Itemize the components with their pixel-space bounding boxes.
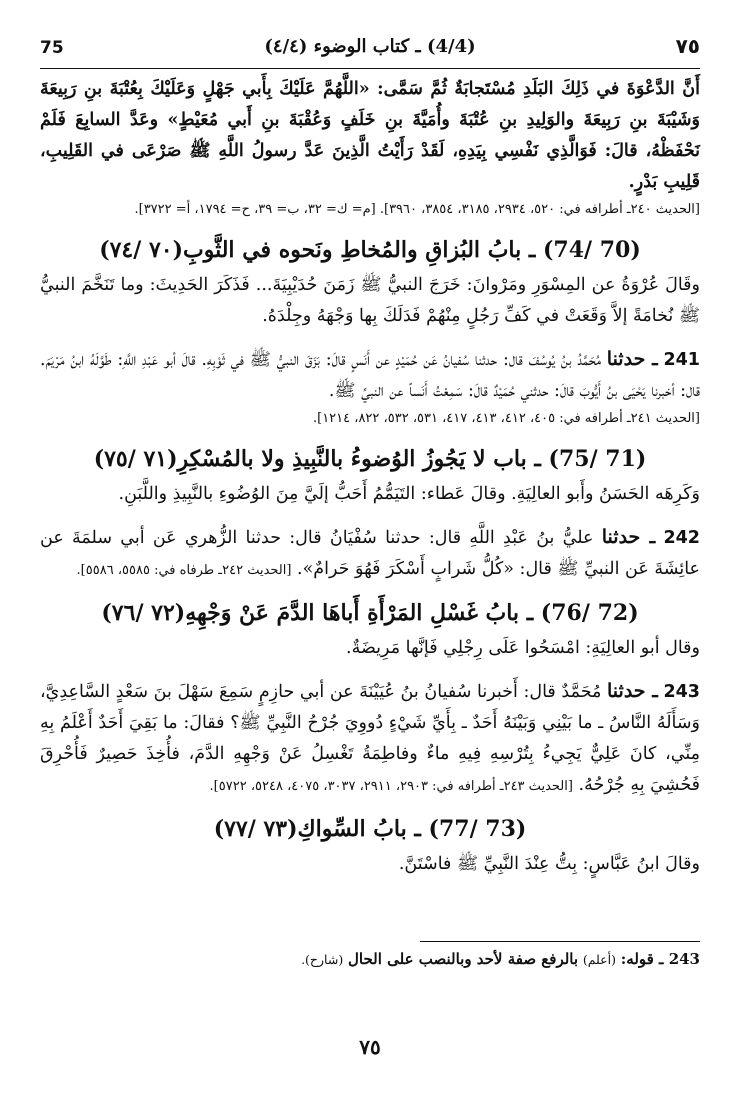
chapter-74-intro: وقَالَ عُرْوَةُ عن المِسْوَرِ ومَرْوانَ: خَرَجَ النبيُّ ﷺ زَمَنَ حُدَيْبِيَةَ... فَذَكَرَ الحَدِيثَ: وما تَنَخَّمَ النبيُّ ﷺ نُخامَةً إلاَّ وَقَعَتْ في كَفِّ رَجُلٍ مِنْهُمْ فَدَلَكَ بِها وَجْهَهُ وجِلْدَهُ.	[40, 275, 700, 326]
hadith-opening: ـ حدثنا	[606, 348, 658, 370]
chapter-76-intro: وقال أبو العالِيَةِ: امْسَحُوا عَلَى رِجْلِي فَإنَّها مَرِيضَةٌ.	[346, 638, 700, 658]
footnote-quote: (أعلم)	[582, 952, 616, 967]
hadith-number: 243	[663, 682, 700, 702]
hadith-number: 242	[663, 528, 700, 548]
chapter-heading-75: (71 /75) ـ باب لا يَجُوزُ الوُضوءُ بالنَّبِيذِ ولا بالمُسْكِرِ(٧١ /٧٥)	[93, 446, 647, 472]
hadith-opening: ـ حدثنا	[607, 680, 658, 702]
header-divider	[40, 68, 700, 69]
header-title: (4/4) ـ كتاب الوضوء (٤/٤)	[264, 36, 476, 57]
hadith-243	[40, 676, 700, 801]
page-number-latin: 75	[40, 38, 64, 58]
spacer	[40, 510, 700, 522]
hadith-241	[40, 344, 700, 407]
hadith-242	[40, 522, 700, 585]
chapter-heading-74: (70 /74) ـ بابُ البُزاقِ والمُخاطِ ونَحوه في الثَّوبِ(٧٠ /٧٤)	[99, 237, 641, 263]
hadith-text: مُحَمَّدُ بنُ يُوسُفَ قال: حدثنا سُفيانُ عَن حُمَيْدٍ عن أَنَسٍ قالَ: بَزَقَ النبيُّ ﷺ في ثَوْبِهِ. قالَ أبو عَبْدِ اللَّهِ: طَوَّلَهُ ابنُ مَرْيَمَ. قال: أخبرنا يَحْيَى بنُ أَيُّوبَ قالَ: حدثني حُمَيْدٌ قالَ: سَمِعْتُ أَنَساً عن النبيِّ ﷺ.	[40, 350, 700, 401]
hadith-243-reference: [الحديث ٢٤٣ـ أطرافه في: ٢٩٠٣، ٢٩١١، ٣٠٣٧، ٤٠٧٥، ٥٢٤٨، ٥٧٢٢].	[209, 779, 573, 794]
footnote	[40, 950, 700, 968]
footnote-source: (شارح).	[301, 952, 344, 967]
main-text	[40, 74, 700, 880]
hadith-240-reference	[40, 198, 700, 222]
footnote-label: 243 ـ قوله:	[620, 950, 700, 968]
footnote-text: بالرفع صفة لأحد وبالنصب على الحال	[347, 950, 579, 968]
hadith-241-reference: [الحديث ٢٤١ـ أطرافه في: ٤٠٥، ٤١٢، ٤١٣، ٤١٧، ٥٣١، ٥٣٢، ٨٢٢، ١٢١٤].	[312, 411, 700, 426]
chapter-heading-77: (73 /77) ـ بابُ السِّواكِ(٧٣ /٧٧)	[213, 816, 527, 842]
hadith-242-reference: [الحديث ٢٤٢ـ طرفاه في: ٥٥٨٥، ٥٥٨٦].	[76, 563, 292, 578]
spacer	[40, 332, 700, 344]
hadith-opening: ـ حدثنا	[601, 526, 656, 548]
running-header	[40, 28, 700, 68]
page-number-arabic: ٧٥	[675, 34, 700, 58]
hadith-text: عليُّ بنُ عَبْدِ اللَّهِ قال: حدثنا سُفْيَانُ قال: حدثنا الزُّهري عَن أبي سلمَةَ عن عائِشَةَ عَن النبيِّ ﷺ قال: «كُلُّ شَرابٍ أَسْكَرَ فَهُوَ حَرامٌ».	[40, 528, 700, 579]
hadith-text: مُحَمَّدٌ قال: أَخبرنا سُفيانُ بنُ عُيَيْنَةَ عن أبي حازِمٍ سَمِعَ سَهْلَ بنَ سَعْدٍ السَّاعِدِيَّ، وَسَأَلَهُ النَّاسُ ـ ما بَيْنِي وَبَيْنَهُ أَحَدٌ ـ بِأَيِّ شَيْءٍ دُووِيَ جُرْحُ النَّبِيِّ ﷺ؟ فقالَ: ما بَقِيَ أَحَدٌ أَعْلَمُ بِهِ مِنِّي، كانَ عَلِيٌّ يَجِيءُ بِتُرْسِهِ فِيهِ ماءٌ وفاطِمَةُ تَغْسِلُ عَنْ وَجْهِهِ الدَّمَ، فأُخِذَ حَصِيرٌ فَأُحْرِقَ فَحُشِيَ بِهِ جُرْحُهُ.	[40, 682, 700, 795]
footnote-divider	[420, 941, 700, 942]
hadith-240-continuation: أَنَّ الدَّعْوَةَ في ذَلِكَ البَلَدِ مُسْتَجابَةٌ ثُمَّ سَمَّى: «اللَّهُمَّ عَلَيْكَ بِأَبي جَهْلٍ وَعَلَيْكَ بِعُتْبَةَ بنِ رَبِيعَةَ وَشَيْبَةَ بنِ رَبِيعَةَ والوَلِيدِ بنِ عُتْبَةَ وأُمَيَّةَ بنِ خَلَفٍ وَعُقْبَةَ بنِ أَبي مُعَيْطٍ» وعَدَّ السابِعَ فَلَمْ نَحْفَظْهُ، قالَ: فَوَالَّذِي نَفْسِي بِيَدِهِ، لَقَدْ رَأَيْتُ الَّذِينَ عَدَّ رسولُ اللَّهِ ﷺ صَرْعَى في القَلِيبِ، قَلِيبِ بَدْرٍ.	[40, 79, 700, 192]
hadith-number: 241	[663, 350, 700, 370]
hadith-240-ref-muslim: [م= ك= ٣٢، ب= ٣٩، ح= ١٧٩٤، أ= ٣٧٢٢].	[134, 202, 376, 217]
chapter-heading-76: (72 /76) ـ بابُ غَسْلِ المَرْأَةِ أَباهَا الدَّمَ عَنْ وَجْهِهِ(٧٢ /٧٦)	[101, 600, 639, 626]
footer-page-number: ٧٥	[359, 1035, 381, 1059]
spacer	[40, 664, 700, 676]
chapter-75-intro: وَكَرِهَه الحَسَنُ وأَبو العالِيَةِ. وقالَ عَطاء: التَيَمُّمُ أَحَبُّ إلَيَّ مِنَ الوُضُوءِ بالنَّبِيذِ واللَّبَنِ.	[118, 484, 700, 504]
chapter-77-intro: وقالَ ابنُ عَبَّاسٍ: بِتُّ عِنْدَ النَّبِيِّ ﷺ فاسْتَنَّ.	[398, 854, 700, 874]
hadith-240-ref-links: [الحديث ٢٤٠ـ أطرافه في: ٥٢٠، ٢٩٣٤، ٣١٨٥، ٣٨٥٤، ٣٩٦٠].	[379, 202, 700, 217]
